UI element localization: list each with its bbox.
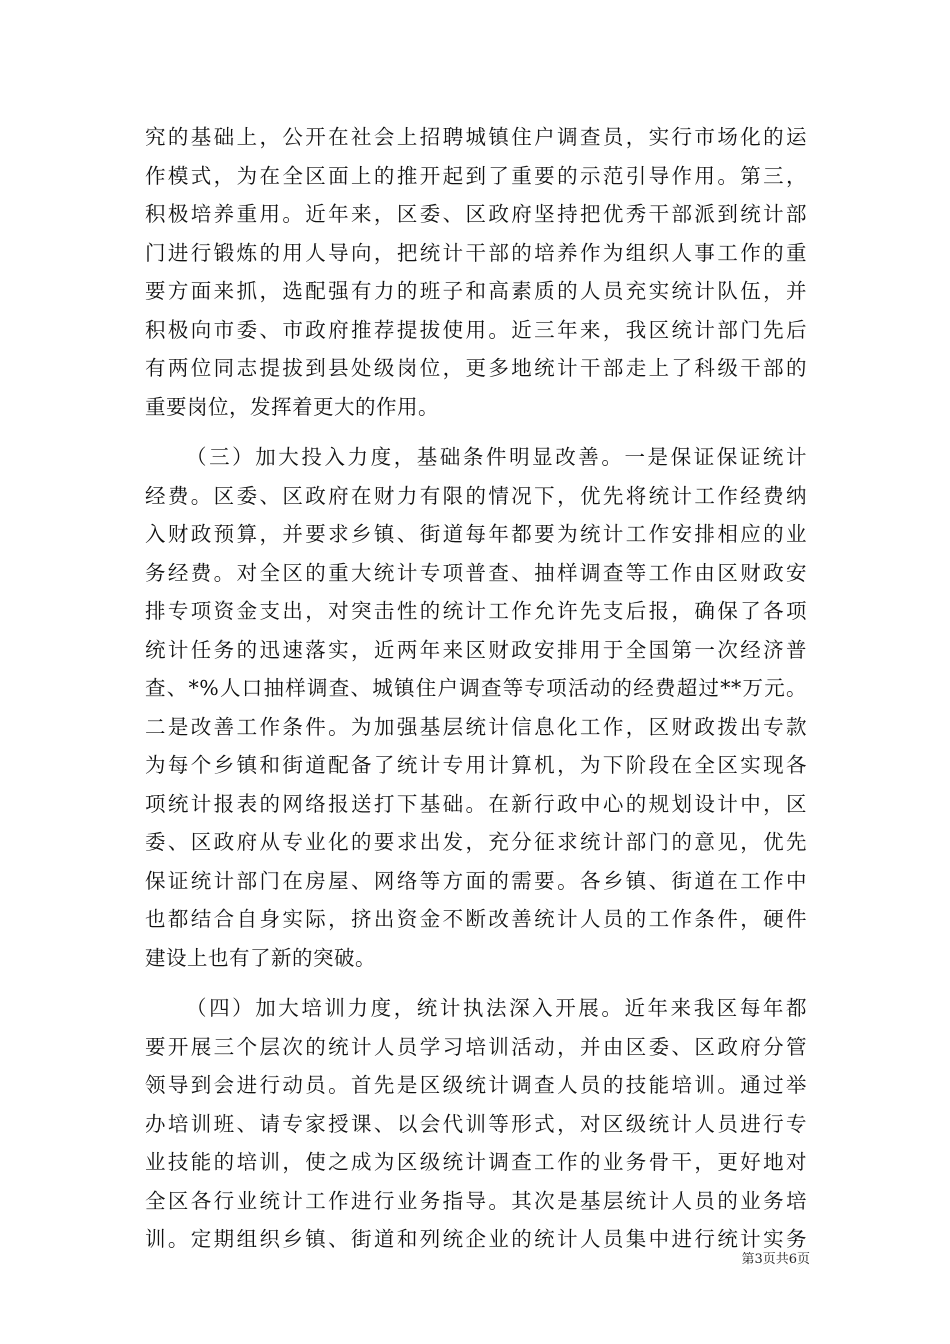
text-line: 入财政预算，并要求乡镇、街道每年都要为统计工作安排相应的业 xyxy=(145,522,807,546)
text-line: 建设上也有了新的突破。 xyxy=(145,945,376,970)
text-line: 项统计报表的网络报送打下基础。在新行政中心的规划设计中，区 xyxy=(145,791,807,816)
text-line: 也都结合自身实际，挤出资金不断改善统计人员的工作条件，硬件 xyxy=(145,907,807,931)
text-line: 积极向市委、市政府推荐提拔使用。近三年来，我区统计部门先后 xyxy=(145,317,807,342)
text-line: 保证统计部门在房屋、网络等方面的需要。各乡镇、街道在工作中 xyxy=(145,868,807,893)
text-line: 究的基础上，公开在社会上招聘城镇住户调查员，实行市场化的运 xyxy=(145,125,807,149)
text-line: 要开展三个层次的统计人员学习培训活动，并由区委、区政府分管 xyxy=(145,1034,807,1059)
text-line: 重要岗位，发挥着更大的作用。 xyxy=(145,394,439,419)
paragraph-gap xyxy=(145,426,807,438)
text-line: 统计任务的迅速落实，近两年来区财政安排用于全国第一次经济普 xyxy=(145,637,807,662)
page-number: 第3页共6页 xyxy=(741,1252,810,1267)
text-line: 办培训班、请专家授课、以会代训等形式，对区级统计人员进行专 xyxy=(145,1111,807,1136)
text-line: 作模式，为在全区面上的推开起到了重要的示范引导作用。第三， xyxy=(145,163,807,188)
text-line: 经费。区委、区政府在财力有限的情况下，优先将统计工作经费纳 xyxy=(145,483,807,508)
text-line: 务经费。对全区的重大统计专项普查、抽样调查等工作由区财政安 xyxy=(145,560,807,585)
text-line: 领导到会进行动员。首先是区级统计调查人员的技能培训。通过举 xyxy=(145,1073,807,1097)
text-line: 全区各行业统计工作进行业务指导。其次是基层统计人员的业务培 xyxy=(145,1188,807,1213)
text-line: 要方面来抓，选配强有力的班子和高素质的人员充实统计队伍，并 xyxy=(145,279,807,303)
text-line: 查、*%人口抽样调查、城镇住户调查等专项活动的经费超过**万元。 xyxy=(145,676,807,700)
text-line: （三）加大投入力度，基础条件明显改善。一是保证保证统计 xyxy=(186,445,807,469)
text-line: 排专项资金支出，对突击性的统计工作允许先支后报，确保了各项 xyxy=(145,599,807,623)
text-line: 积极培养重用。近年来，区委、区政府坚持把优秀干部派到统计部 xyxy=(145,202,807,226)
paragraph-2 xyxy=(145,438,807,977)
paragraph-3 xyxy=(145,989,807,1259)
text-line: 二是改善工作条件。为加强基层统计信息化工作，区财政拨出专款 xyxy=(145,714,807,739)
paragraph-1 xyxy=(145,118,807,426)
text-line: 训。定期组织乡镇、街道和列统企业的统计人员集中进行统计实务 xyxy=(145,1227,807,1251)
text-line: 门进行锻炼的用人导向，把统计干部的培养作为组织人事工作的重 xyxy=(145,240,807,265)
text-line: 业技能的培训，使之成为区级统计调查工作的业务骨干，更好地对 xyxy=(145,1150,807,1174)
document-body xyxy=(145,118,807,1259)
text-line: 有两位同志提拔到县处级岗位，更多地统计干部走上了科级干部的 xyxy=(145,356,807,380)
text-line: 为每个乡镇和街道配备了统计专用计算机，为下阶段在全区实现各 xyxy=(145,753,807,777)
text-line: 委、区政府从专业化的要求出发，充分征求统计部门的意见，优先 xyxy=(145,830,807,854)
text-line: （四）加大培训力度，统计执法深入开展。近年来我区每年都 xyxy=(186,996,807,1020)
paragraph-gap xyxy=(145,977,807,989)
